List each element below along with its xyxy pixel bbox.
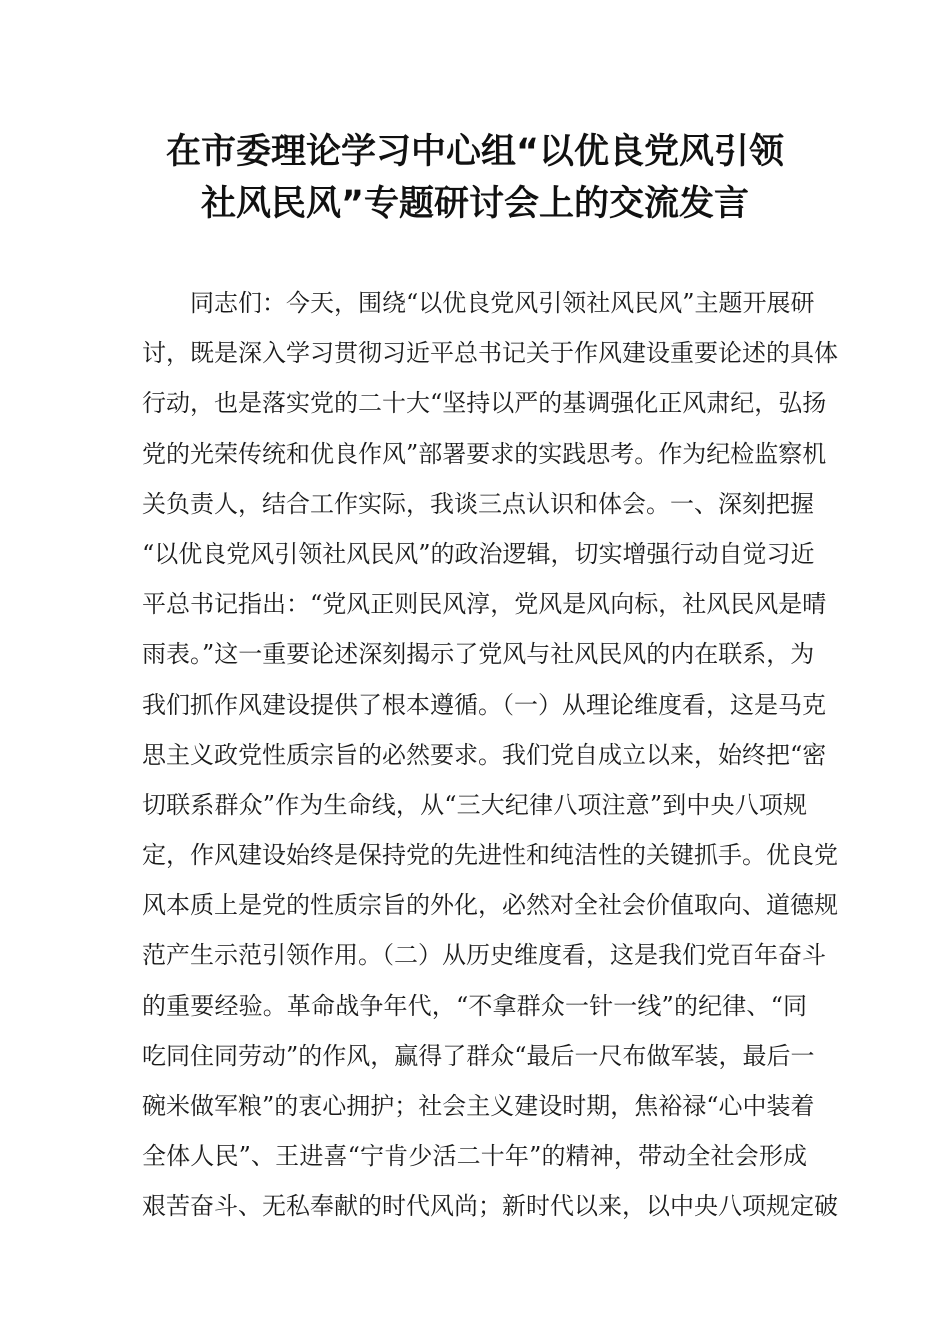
title-line-2: 社风民风”专题研讨会上的交流发言 bbox=[200, 184, 749, 224]
title-line-1: 在市委理论学习中心组“以优良党风引领 bbox=[165, 132, 784, 172]
document-title bbox=[100, 126, 850, 230]
body-line: 艰苦奋斗、无私奉献的时代风尚；新时代以来，以中央八项规定破 bbox=[142, 1192, 838, 1221]
body-line: 平总书记指出：“党风正则民风淳，党风是风向标，社风民风是晴 bbox=[142, 590, 827, 619]
body-line: “以优良党风引领社风民风”的政治逻辑，切实增强行动自觉习近 bbox=[142, 539, 815, 568]
body-line: 我们抓作风建设提供了根本遵循。（一）从理论维度看，这是马克 bbox=[142, 690, 826, 719]
body-line: 碗米做军粮”的衷心拥护；社会主义建设时期，焦裕禄“心中装着 bbox=[142, 1092, 815, 1120]
body-line: 切联系群众”作为生命线，从“三大纪律八项注意”到中央八项规 bbox=[142, 790, 807, 819]
body-line: 思主义政党性质宗旨的必然要求。我们党自成立以来，始终把“密 bbox=[142, 740, 827, 769]
body-line: 风本质上是党的性质宗旨的外化，必然对全社会价值取向、道德规 bbox=[142, 891, 838, 920]
body-paragraph bbox=[142, 278, 838, 1232]
body-line: 党的光荣传统和优良作风”部署要求的实践思考。作为纪检监察机 bbox=[142, 439, 827, 468]
body-line: 讨，既是深入学习贯彻习近平总书记关于作风建设重要论述的具体 bbox=[142, 339, 838, 368]
body-line: 全体人民”、王进喜“宁肯少活二十年”的精神，带动全社会形成 bbox=[142, 1142, 807, 1171]
body-line: 范产生示范引领作用。（二）从历史维度看，这是我们党百年奋斗 bbox=[142, 941, 826, 970]
body-line: 行动，也是落实党的二十大“坚持以严的基调强化正风肃纪，弘扬 bbox=[142, 389, 827, 418]
body-line: 同志们：今天，围绕“以优良党风引领社风民风”主题开展研 bbox=[190, 289, 815, 317]
body-line: 关负责人，结合工作实际，我谈三点认识和体会。一、深刻把握 bbox=[142, 489, 814, 518]
body-line: 雨表。”这一重要论述深刻揭示了党风与社风民风的内在联系，为 bbox=[142, 640, 815, 669]
body-line: 定，作风建设始终是保持党的先进性和纯洁性的关键抓手。优良党 bbox=[142, 841, 838, 870]
body-line: 吃同住同劳动”的作风，赢得了群众“最后一尺布做军装，最后一 bbox=[142, 1041, 815, 1070]
body-line: 的重要经验。革命战争年代，“不拿群众一针一线”的纪律、“同 bbox=[142, 991, 807, 1020]
